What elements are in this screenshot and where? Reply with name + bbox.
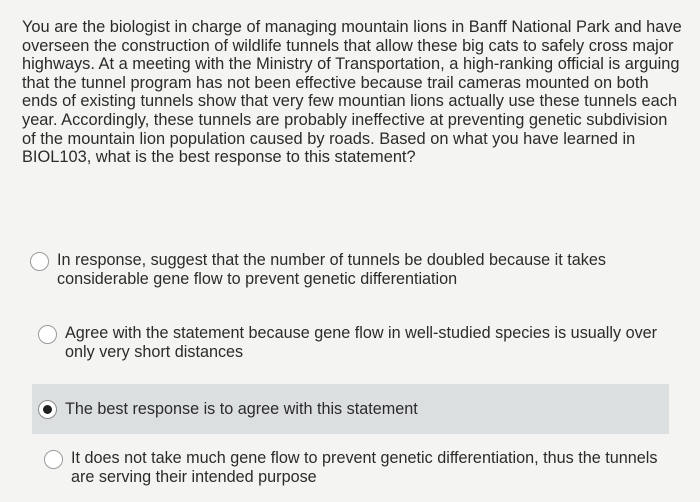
answer-option-label: Agree with the statement because gene flow in well-studied species is usually over only very short distances [65, 324, 658, 361]
radio-button-selected-icon[interactable] [38, 400, 57, 419]
answer-option-3[interactable] [32, 384, 669, 434]
answer-option-label: In response, suggest that the number of tunnels be doubled because it takes considerable gene flow to prevent genetic differentiation [57, 251, 606, 288]
answer-option-1[interactable] [30, 251, 670, 288]
radio-dot-icon [43, 405, 52, 414]
answer-option-2[interactable] [38, 324, 668, 361]
answer-option-label: It does not take much gene flow to prevent genetic differentiation, thus the tunnels are serving their intended purpose [71, 449, 658, 486]
answer-option-4[interactable] [44, 449, 674, 486]
radio-button-unselected-icon[interactable] [38, 325, 57, 344]
radio-button-unselected-icon[interactable] [44, 450, 63, 469]
radio-button-unselected-icon[interactable] [30, 252, 49, 271]
answer-option-label: The best response is to agree with this statement [65, 399, 418, 418]
question-text: You are the biologist in charge of managing mountain lions in Banff National Park and have overseen the construction of wildlife tunnels that allow these big cats to safely cross major highways. At a meeting with the Ministry of Transportation, a high-ranking official is arguing that the tunnel program has not been effective because trail cameras mounted on both ends of existing tunnels show that very few mountian lions actually use these tunnels each year. Accordingly, these tunnels are probably ineffective at preventing genetic subdivision of the mountain lion population caused by roads. Based on what you have learned in BIOL103, what is the best response to this statement? [22, 18, 682, 167]
